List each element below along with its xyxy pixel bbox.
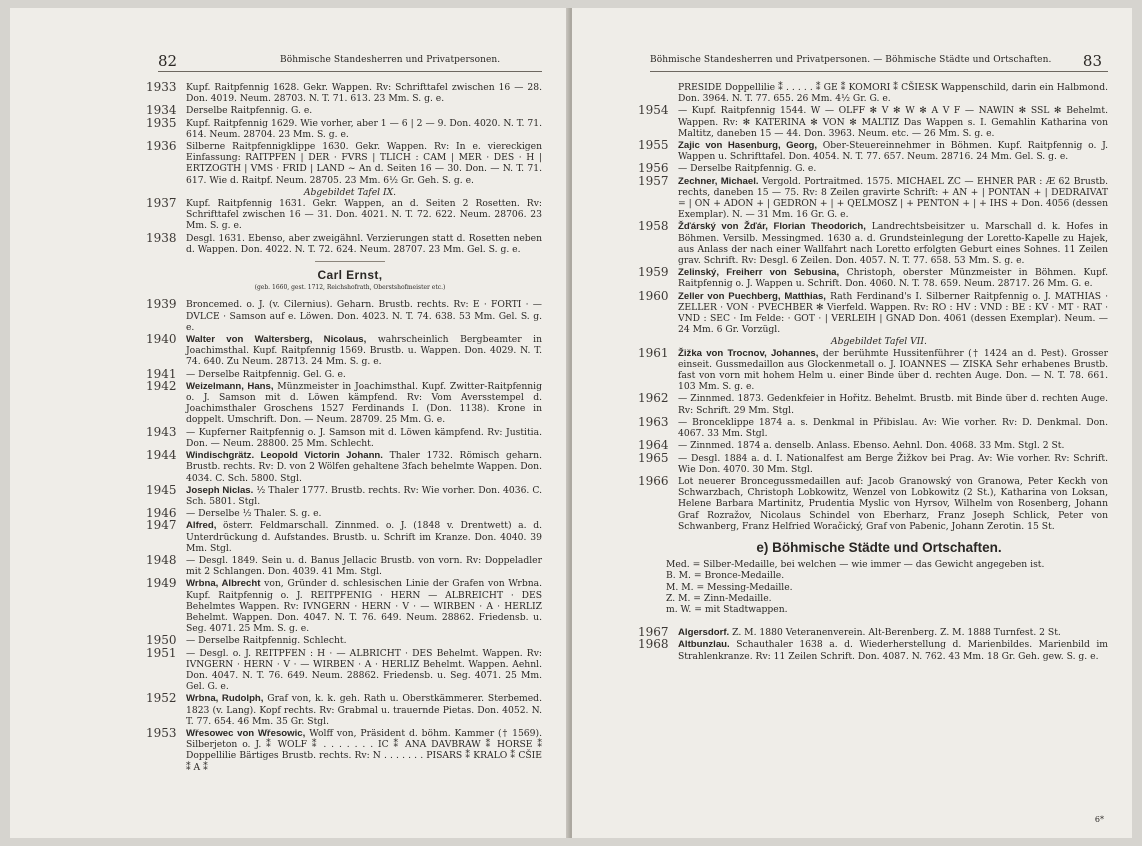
catalog-entry [146, 725, 543, 773]
entry-text [678, 267, 1108, 289]
section-divider [315, 261, 385, 262]
catalog-entry [638, 265, 1109, 290]
entry-number: 1939 [146, 297, 177, 312]
person-note: (geb. 1660, gest. 1712, Reichshofrath, Oberstshofmeister etc.) [254, 284, 446, 292]
entry-text [678, 221, 1108, 266]
entry-description: Kupf. Raitpfennig 1628. Gekr. Wappen. Rv: Schrifttafel zwischen 16 — 28. Don. 4019. Neum. 28703. N. T. 71. 613. 23 Mm. S. g. e. [186, 82, 542, 105]
entry-number: 1958 [638, 219, 669, 234]
entry-description: Rath Ferdinand's I. Silberner Raitpfennig o. J. MATHIAS · ZELLER · VON · PVECHBER ✻ Vierfeld. Wappen. Rv: RO : HV : VND : BE : KV · MT · RAT · VND : SEC · Im Felde: · GOT · | VERLEIH | GNAD Don. 4061 (dessen Exemplar). Neum. — 24 Mm. 6 Gr. Vorzügl. [678, 290, 1109, 336]
entry-name: Wřesowec von Wřesowic, [186, 727, 306, 739]
entry-text [186, 141, 542, 186]
entry-description: ½ Thaler 1777. Brustb. rechts. Rv: Wie vorher. Don. 4036. C. Sch. 5801. Stgl. [186, 484, 543, 507]
entry-description: Landrechtsbeisitzer u. Marschall d. k. Hofes in Böhmen. Versilb. Messingmed. 1630 a. d. Grundsteinlegung der Loretto-Kapelle zu Hajek, aus Anlass der nach einer Wallfahrt nach Loretto erfolgten Geburt eines Sohnes. 11 Zeilen grav. Schrift. Rv: Desgl. 6 Zeilen. Don. 4057. N. T. 77. 658. 53 Mm. S. g. e. [678, 221, 1109, 267]
entry-text [678, 417, 1108, 439]
entry-name: Zelinský, Freiherr von Sebusina, [678, 267, 840, 279]
catalog-entry [146, 366, 542, 381]
entry-number: 1937 [146, 196, 177, 211]
entry-number: 1944 [146, 448, 177, 463]
entry-description: — Desgl. 1884 a. d. I. Nationalfest am Berge Žižkov bei Prag. Av: Wie vorher. Rv: Schrift. Wie Don. 4070. 30 Mm. Stgl. [678, 452, 1108, 475]
catalog-entry [146, 448, 542, 484]
right-header-rule [650, 71, 1108, 72]
entry-number: 1968 [638, 637, 669, 652]
abbreviation-line: m. W. = mit Stadtwappen. [666, 603, 788, 615]
entry-text [186, 381, 542, 426]
entry-description: Silberne Raitpfennigklippe 1630. Gekr. Wappen. Rv: In e. viereckigen Einfassung: RAITPFEN | DER · FVRS | TLICH : CAM | MER · DES · H | ERTZOGTH | VMS · FRID | LAND ~ An d. Seiten 16 — 30. Don. — N. T. 71. 617. Wie d. Raitpf. Neum. 28705. 23 Mm. 6½ Gr. Geh. S. g. e. [186, 141, 542, 186]
spacer [650, 615, 1108, 627]
entry-text [186, 520, 542, 554]
entry-number: 1961 [638, 345, 669, 360]
entry-number: 1947 [146, 518, 177, 533]
catalog-entry [638, 450, 1108, 475]
entry-description: Thaler 1732. Römisch geharn. Brustb. rechts. Rv: D. von 2 Wölfen gehaltene 3fach behelmte Wappen. Don. 4034. C. Sch. 5800. Stgl. [186, 450, 542, 484]
left-running-head: Böhmische Standesherren und Privatpersonen. [280, 55, 501, 65]
entry-number: 1945 [146, 482, 177, 497]
catalog-entry [146, 506, 542, 521]
entry-text [678, 163, 1108, 174]
right-page [572, 8, 1132, 838]
entry-description: — Bronceklippe 1874 a. s. Denkmal in Přibislau. Av: Wie vorher. Rv: D. Denkmal. Don. 4067. 33 Mm. Stgl. [678, 416, 1108, 440]
entry-text [186, 728, 542, 773]
entry-number: 1963 [638, 414, 669, 429]
catalog-entry [638, 161, 1108, 176]
catalog-entry [146, 230, 542, 255]
catalog-entry [638, 473, 1108, 532]
entry-text [678, 476, 1108, 532]
catalog-entry [146, 196, 542, 232]
entry-text [186, 299, 542, 333]
entry-number: 1950 [146, 633, 177, 648]
entry-name: Wrbna, Albrecht [186, 578, 261, 590]
entry-number: 1941 [146, 366, 177, 381]
catalog-entry [638, 288, 1109, 336]
catalog-entry [146, 482, 543, 507]
section-heading: e) Böhmische Städte und Ortschaften. [756, 539, 1002, 555]
catalog-entry [638, 173, 1108, 221]
entry-number: 1946 [146, 506, 177, 521]
entry-text [678, 639, 1108, 661]
entry-text [186, 118, 542, 140]
catalog-entry [146, 332, 542, 368]
abbreviation-line: Z. M. = Zinn-Medaille. [666, 592, 772, 604]
abbreviation-line: M. M. = Messing-Medaille. [666, 581, 793, 593]
entry-number: 1962 [638, 391, 669, 406]
entry-description: von, Gründer d. schlesischen Linie der Grafen von Wrbna. Kupf. Raitpfennig o. J. REITPFENIG · HERN — ALBREICHT · DES Behelmtes Wappen. Rv: IVNGERN · HERN · V · — WIRBEN · A · HERLIZ Behelmt. Wappen. Don. 4047. N. T. 76. 649. Neum. 28862. Friedensb. u. Seg. 4071. 25 Mm. S. g. e. [186, 578, 543, 635]
entry-number: 1938 [146, 230, 177, 245]
entry-number: 1967 [638, 625, 669, 640]
entry-text [678, 291, 1108, 336]
entry-description: — Derselbe ½ Thaler. S. g. e. [186, 508, 322, 520]
catalog-entry [638, 138, 1109, 163]
entry-text [186, 693, 542, 727]
entry-group [146, 80, 542, 186]
entry-text [678, 82, 1108, 104]
entry-description: — Derselbe Raitpfennig. G. e. [678, 163, 817, 175]
entry-description: Broncemed. o. J. (v. Cilernius). Geharn. Brustb. rechts. Rv: E · FORTI · — DVLCE · Samson auf e. Löwen. Don. 4023. N. T. 74. 638. 53 Mm. Gel. S. g. e. [186, 299, 542, 333]
entry-text [678, 393, 1108, 415]
entry-description: Ober-Steuereinnehmer in Böhmen. Kupf. Raitpfennig o. J. Wappen u. Schrifttafel. Don. 4054. N. T. 77. 657. Neum. 28716. 24 Mm. Gel. S. g. e. [678, 140, 1109, 163]
entry-text [186, 635, 542, 646]
entry-group [638, 345, 1108, 532]
entry-text [186, 82, 542, 104]
catalog-entry [638, 625, 1108, 640]
entry-description: — Zinnmed. 1873. Gedenkfeier in Hořitz. Behelmt. Brustb. mit Binde über d. rechten Auge. Rv: Schrift. 29 Mm. Stgl. [678, 393, 1108, 416]
entry-number: 1956 [638, 161, 669, 176]
entry-description: Kupf. Raitpfennig 1631. Gekr. Wappen, an d. Seiten 2 Rosetten. Rv: Schrifttafel zwischen 16 — 31. Don. 4021. N. T. 72. 622. Neum. 28706. 23 Mm. S. g. e. [186, 198, 542, 232]
catalog-entry [638, 438, 1108, 453]
entry-text [678, 440, 1108, 451]
catalog-entry [146, 297, 542, 333]
entry-description: — Kupferner Raitpfennig o. J. Samson mit d. Löwen kämpfend. Rv: Justitia. Don. — Neum. 28800. 25 Mm. Schlecht. [186, 426, 542, 449]
entry-name: Žďárský von Žďár, Florian Theodorich, [678, 221, 866, 233]
entry-text [186, 198, 542, 232]
catalog-entry [146, 378, 543, 426]
entry-text [678, 453, 1108, 475]
catalog-entry [146, 645, 542, 693]
entry-name: Windischgrätz. Leopold Victorin Johann. [186, 450, 383, 462]
entry-description: Desgl. 1631. Ebenso, aber zweigähnl. Verzierungen statt d. Rosetten neben d. Wappen. Don. 4022. N. T. 72. 624. Neum. 28707. 23 Mm. Gel. S. g. e. [186, 232, 542, 255]
right-page-number: 83 [1082, 52, 1102, 70]
entry-group [638, 625, 1108, 662]
catalog-entry [146, 633, 542, 648]
entry-number: 1949 [146, 576, 177, 591]
entry-text [678, 348, 1108, 393]
catalog-entry [638, 219, 1109, 267]
entry-description: — Derselbe Raitpfennig. Gel. G. e. [186, 368, 346, 380]
entry-group [146, 297, 543, 773]
entry-number: 1959 [638, 265, 669, 280]
entry-number: 1933 [146, 80, 177, 94]
entry-number: 1960 [638, 288, 669, 303]
entry-text [186, 508, 542, 519]
entry-description: — Desgl. o. J. REITPFEN : H · — ALBRICHT · DES Behelmt. Wappen. Rv: IVNGERN · HERN · V · — WIRBEN · A · HERLIZ Behelmt. Wappen. Aehnl. Don. 4047. N. T. 76. 649. Neum. 28862. Friedensb. u. Seg. 4071. 25 Mm. Gel. G. e. [186, 647, 542, 693]
entry-description: Vergold. Portraitmed. 1575. MICHAEL ZC — EHNER PAR : Æ 62 Brustb. rechts, daneben 15 — 75. Rv: 8 Zeilen gravirte Schrift: + AN + | PONTAN + | DEDRAIVAT = | ON + ADON + | GEDRON + | + QELMOSZ | + PENTON + | + IHS + Don. 4056 (dessen Exemplar). N. — 31 Mm. 16 Gr. G. e. [678, 175, 1108, 221]
entry-description: — Kupf. Raitpfennig 1544. W — OLFF ✻ V ✻ W ✻ A V F — NAWIN ✻ SSL ✻ Behelmt. Wappen. Rv: ✻ KATERINA ✻ VON ✻ MALTIZ Das Wappen s. I. Gemahlin Katharina von Maltitz, daneben 15 — 44. Don. 3963. Neum. etc. — 26 Mm. S. g. e. [678, 105, 1108, 139]
catalog-entry [638, 637, 1108, 662]
entry-number: 1964 [638, 438, 669, 453]
entry-number: 1936 [146, 139, 177, 154]
entry-text [186, 105, 542, 116]
entry-description: Schauthaler 1638 a. d. Wiederherstellung d. Marienbildes. Marienbild im Strahlenkranze. Rv: 11 Zeilen Schrift. Don. 4087. N. 762. 43 Mm. 18 Gr. Geh. gew. S. g. e. [678, 639, 1108, 662]
catalog-entry [638, 391, 1108, 416]
entry-text [678, 140, 1108, 162]
entry-name: Alfred, [186, 520, 217, 532]
entry-description: Münzmeister in Joachimsthal. Kupf. Zwitter-Raitpfennig o. J. Samson mit d. Löwen kämpfend. Rv: Vom Aversstempel d. Joachimsthaler Groschens 1527 Ferdinands I. (Don. 1138). Krone in doppelt. Umschrift. Don. — Neum. 28709. 25 Mm. G. e. [186, 380, 543, 426]
entry-text [186, 578, 542, 634]
left-page-body [146, 80, 543, 774]
entry-name: Zeller von Puechberg, Matthias, [678, 290, 826, 302]
catalog-entry [650, 82, 1108, 104]
entry-group [638, 82, 1109, 336]
entry-number: 1942 [146, 378, 177, 393]
entry-text [678, 176, 1108, 221]
left-page [10, 8, 570, 838]
entry-text [186, 369, 542, 380]
entry-number: 1952 [146, 691, 177, 706]
person-heading: Carl Ernst, [317, 268, 383, 283]
entry-description: Derselbe Raitpfennig. G. e. [186, 105, 313, 117]
signature-mark: 6* [1094, 815, 1104, 824]
catalog-entry [146, 80, 542, 105]
entry-number: 1951 [146, 645, 177, 660]
entry-text [186, 450, 542, 484]
entry-text [186, 233, 542, 255]
entry-number: 1948 [146, 552, 177, 567]
entry-number: 1953 [146, 725, 177, 740]
catalog-entry [146, 576, 543, 635]
entry-name: Wrbna, Rudolph, [186, 693, 264, 705]
entry-number: 1943 [146, 424, 177, 439]
catalog-entry [146, 103, 542, 118]
entry-number: 1965 [638, 450, 669, 465]
entry-text [678, 105, 1108, 139]
entry-description: Christoph, oberster Münzmeister in Böhmen. Kupf. Raitpfennig o. J. Wappen u. Schrift. Don. 4060. N. T. 78. 659. Neum. 28717. 26 Mm. G. e. [678, 267, 1109, 290]
entry-name: Walter von Waltersberg, Nicolaus, [186, 334, 367, 346]
entry-number: 1966 [638, 473, 669, 488]
entry-text [186, 427, 542, 449]
catalog-entry [638, 103, 1108, 139]
entry-text [186, 334, 542, 368]
entry-name: Algersdorf. [678, 627, 730, 639]
entry-name: Žižka von Trocnov, Johannes, [678, 347, 819, 359]
entry-description: Z. M. 1880 Veteranenverein. Alt-Berenberg. Z. M. 1888 Turnfest. 2 St. [732, 627, 1061, 639]
entry-number: 1940 [146, 332, 177, 347]
entry-description: Kupf. Raitpfennig 1629. Wie vorher, aber 1 — 6 | 2 — 9. Don. 4020. N. T. 71. 614. Neum. 28704. 23 Mm. S. g. e. [186, 117, 542, 140]
entry-number: 1955 [638, 138, 669, 153]
entry-description: Wolff von, Präsident d. böhm. Kammer († 1569). Silberjeton o. J. ⁑ WOLF ⁑ . . . . . . . IC ⁑ ANA DAVBRAW ⁑ HORSE ⁑ Doppellilie Bärtiges Brustb. rechts. Rv: N . . . . . . . PISARS ⁑ KRALO ⁑ CŠIE ⁑ A ⁑ [186, 727, 543, 773]
entry-number: 1934 [146, 103, 177, 118]
entry-number: 1954 [638, 103, 669, 118]
entry-name: Zechner, Michael. [678, 175, 759, 187]
entry-description: — Desgl. 1849. Sein u. d. Banus Jellacic Brustb. von vorn. Rv: Doppeladler mit 2 Schlangen. Don. 4039. 41 Mm. Stgl. [186, 554, 542, 578]
catalog-entry [146, 518, 542, 554]
entry-text [186, 485, 542, 507]
catalog-entry [638, 345, 1108, 393]
entry-text [678, 627, 1108, 638]
catalog-entry [146, 115, 542, 140]
entry-name: Altbunzlau. [678, 639, 730, 651]
catalog-entry [146, 139, 542, 186]
entry-description: — Derselbe Raitpfennig. Schlecht. [186, 635, 347, 647]
entry-name: Zajic von Hasenburg, Georg, [678, 140, 818, 152]
right-running-head: Böhmische Standesherren und Privatpersonen. — Böhmische Städte und Ortschaften. [650, 55, 1052, 65]
entry-description: Lot neuerer Broncegussmedaillen auf: Jacob Granowský von Granowa, Peter Keckh von Schwarzbach, Christoph Lobkowitz, Wenzel von Lobkowitz (2 St.), Katharina von Loksan, Helene Barbara Martinitz, Prudentia Myslic von Hyrsov, Wilhelm von Rosenberg, Johann Graf Rozražov, Nicolaus Schindel von Eberharz, Franz Joseph Schlick, Peter von Schwanberg, Franz Helfried Woračický, Graf von Pabenic, Johann Zerotin. 15 St. [678, 475, 1108, 532]
entry-description: wahrscheinlich Bergbeamter in Joachimsthal. Kupf. Raitpfennig 1569. Brustb. u. Wappen. Don. 4029. N. T. 74. 640. Zu Neum. 28713. 24 Mm. S. g. e. [186, 334, 542, 368]
entry-description: — Zinnmed. 1874 a. denselb. Anlass. Ebenso. Aehnl. Don. 4068. 33 Mm. Stgl. 2 St. [678, 440, 1065, 452]
entry-description: PRESIDE Doppellilie ⁑ . . . . . ⁑ GE ⁑ KOMORI ⁑ CŠIESK Wappenschild, darin ein Halbmond. Don. 3964. N. T. 77. 655. 26 Mm. 4½ Gr. G. e. [678, 82, 1108, 105]
abbreviation-list [650, 559, 1108, 615]
entry-description: der berühmte Hussitenführer († 1424 an d. Pest). Grosser einseit. Gussmedaillon aus Glockenmetall o. J. IOANNES — ZISKA Sehr erhabenes Brustb. fast von vorn mit hohem Helm u. einer Binde über d. rechten Auge. Don. — N. T. 78. 661. 103 Mm. S. g. e. [678, 347, 1108, 393]
abbreviation-line: B. M. = Bronce-Medaille. [666, 570, 785, 582]
figure-reference: Abgebildet Tafel VII. [831, 336, 927, 348]
catalog-entry [146, 424, 542, 449]
entry-number: 1935 [146, 115, 177, 130]
left-header-rule [158, 71, 542, 72]
entry-group [146, 196, 542, 255]
entry-name: Joseph Niclas. [186, 484, 254, 496]
right-page-body [638, 82, 1109, 663]
abbreviation-line: Med. = Silber-Medaille, bei welchen — wie immer — das Gewicht angegeben ist. [666, 559, 1045, 571]
figure-reference: Abgebildet Tafel IX. [303, 186, 397, 198]
entry-description: Graf von, k. k. geh. Rath u. Oberstkämmerer. Sterbemed. 1823 (v. Lang). Kopf rechts. Rv: Grabmal u. trauernde Pietas. Don. 4052. N. T. 77. 654. 46 Mm. 35 Gr. Stgl. [186, 693, 542, 727]
entry-description: österr. Feldmarschall. Zinnmed. o. J. (1848 v. Drentwett) a. d. Unterdrückung d. Aufstandes. Brustb. u. Schrift im Kranze. Don. 4040. 39 Mm. Stgl. [186, 520, 542, 554]
entry-number: 1957 [638, 173, 669, 188]
catalog-entry [146, 552, 542, 578]
entry-text [186, 648, 542, 693]
entry-name: Weizelmann, Hans, [186, 380, 274, 392]
left-page-number: 82 [158, 52, 178, 70]
entry-text [186, 555, 542, 577]
catalog-entry [146, 691, 542, 727]
catalog-entry [638, 414, 1108, 440]
